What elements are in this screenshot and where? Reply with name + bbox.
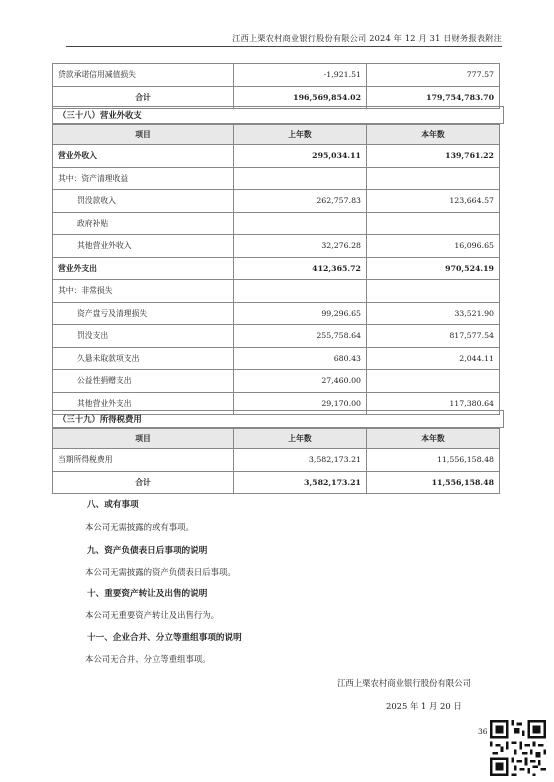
row-label: 其中：资产清理收益 xyxy=(53,167,234,190)
curr-value: 117,380.64 xyxy=(367,392,500,415)
col-header-curr: 本年数 xyxy=(367,125,500,145)
curr-value: 2,044.11 xyxy=(367,347,500,370)
qr-code-icon xyxy=(490,720,546,776)
curr-value: 817,577.54 xyxy=(367,325,500,348)
prev-value: 295,034.11 xyxy=(234,145,367,168)
prev-value: 262,757.83 xyxy=(234,190,367,213)
table-header-row xyxy=(53,125,500,145)
page-number: 36 xyxy=(478,727,488,736)
row-label: 罚没款收入 xyxy=(53,190,234,213)
table-row xyxy=(53,235,500,258)
row-label: 合计 xyxy=(53,86,234,109)
row-label: 其他营业外收入 xyxy=(53,235,234,258)
table-row xyxy=(53,347,500,370)
col-header-prev: 上年数 xyxy=(234,429,367,449)
prev-value: 3,582,173.21 xyxy=(234,449,367,472)
row-label: 资产盘亏及清理损失 xyxy=(53,302,234,325)
table-row-total xyxy=(53,471,500,494)
note-heading-contingencies: 八、或有事项 xyxy=(87,500,139,510)
row-label: 罚没支出 xyxy=(53,325,234,348)
note-heading-subsequent-events: 九、资产负债表日后事项的说明 xyxy=(87,546,208,556)
signature-date: 2025 年 1 月 20 日 xyxy=(386,701,462,711)
prev-value: 27,460.00 xyxy=(234,370,367,393)
curr-value: 11,556,158.48 xyxy=(367,471,500,494)
table-row xyxy=(53,145,500,168)
table-row xyxy=(53,167,500,190)
curr-value xyxy=(367,212,500,235)
row-label: 公益性捐赠支出 xyxy=(53,370,234,393)
curr-value: 139,761.22 xyxy=(367,145,500,168)
curr-value xyxy=(367,370,500,393)
table-row xyxy=(53,370,500,393)
header-rule xyxy=(66,46,502,47)
note-text-asset-transfer: 本公司无重要资产转让及出售行为。 xyxy=(85,610,219,620)
curr-value: 970,524.19 xyxy=(367,257,500,280)
prev-value xyxy=(234,212,367,235)
note-text-contingencies: 本公司无需披露的或有事项。 xyxy=(85,522,194,532)
row-label: 政府补贴 xyxy=(53,212,234,235)
note-text-restructuring: 本公司无合并、分立等重组事项。 xyxy=(85,654,211,664)
col-header-prev: 上年数 xyxy=(234,125,367,145)
table-row xyxy=(53,302,500,325)
row-label: 久悬未取款项支出 xyxy=(53,347,234,370)
table-row xyxy=(53,280,500,303)
section-39-title: （三十九）所得税费用 xyxy=(52,410,504,428)
curr-value: 11,556,158.48 xyxy=(367,449,500,472)
section-38-title: （三十八）营业外收支 xyxy=(52,106,504,124)
prev-value xyxy=(234,167,367,190)
prev-value xyxy=(234,280,367,303)
table-row xyxy=(53,257,500,280)
table-row xyxy=(53,325,500,348)
curr-value xyxy=(367,280,500,303)
prev-value: 680.43 xyxy=(234,347,367,370)
col-header-curr: 本年数 xyxy=(367,429,500,449)
note-heading-asset-transfer: 十、重要资产转让及出售的说明 xyxy=(87,589,208,599)
signature-company: 江西上栗农村商业银行股份有限公司 xyxy=(337,678,471,688)
curr-value: 179,754,783.70 xyxy=(367,86,500,109)
section-39-table xyxy=(52,428,500,494)
top-table xyxy=(52,63,500,109)
section-38-table xyxy=(52,124,500,415)
col-header-item: 项目 xyxy=(53,125,234,145)
prev-value: 99,296.65 xyxy=(234,302,367,325)
prev-value: -1,921.51 xyxy=(234,64,367,87)
col-header-item: 项目 xyxy=(53,429,234,449)
prev-value: 255,758.64 xyxy=(234,325,367,348)
row-label: 其他营业外支出 xyxy=(53,392,234,415)
row-label: 合计 xyxy=(53,471,234,494)
table-row xyxy=(53,64,500,87)
row-label: 当期所得税费用 xyxy=(53,449,234,472)
curr-value: 123,664.57 xyxy=(367,190,500,213)
row-label: 营业外收入 xyxy=(53,145,234,168)
row-label: 营业外支出 xyxy=(53,257,234,280)
prev-value: 3,582,173.21 xyxy=(234,471,367,494)
prev-value: 196,569,854.02 xyxy=(234,86,367,109)
row-label: 贷款承诺信用减值损失 xyxy=(53,64,234,87)
note-text-subsequent-events: 本公司无需披露的资产负债表日后事项。 xyxy=(85,567,236,577)
curr-value: 777.57 xyxy=(367,64,500,87)
curr-value: 16,096.65 xyxy=(367,235,500,258)
prev-value: 32,276.28 xyxy=(234,235,367,258)
note-heading-restructuring: 十一、企业合并、分立等重组事项的说明 xyxy=(87,633,242,643)
table-row xyxy=(53,449,500,472)
page-header: 江西上栗农村商业银行股份有限公司 2024 年 12 月 31 日财务报表附注 xyxy=(232,33,502,43)
row-label: 其中：非常损失 xyxy=(53,280,234,303)
prev-value: 412,365.72 xyxy=(234,257,367,280)
curr-value: 33,521.90 xyxy=(367,302,500,325)
table-row xyxy=(53,190,500,213)
prev-value: 29,170.00 xyxy=(234,392,367,415)
table-header-row xyxy=(53,429,500,449)
curr-value xyxy=(367,167,500,190)
table-row xyxy=(53,212,500,235)
